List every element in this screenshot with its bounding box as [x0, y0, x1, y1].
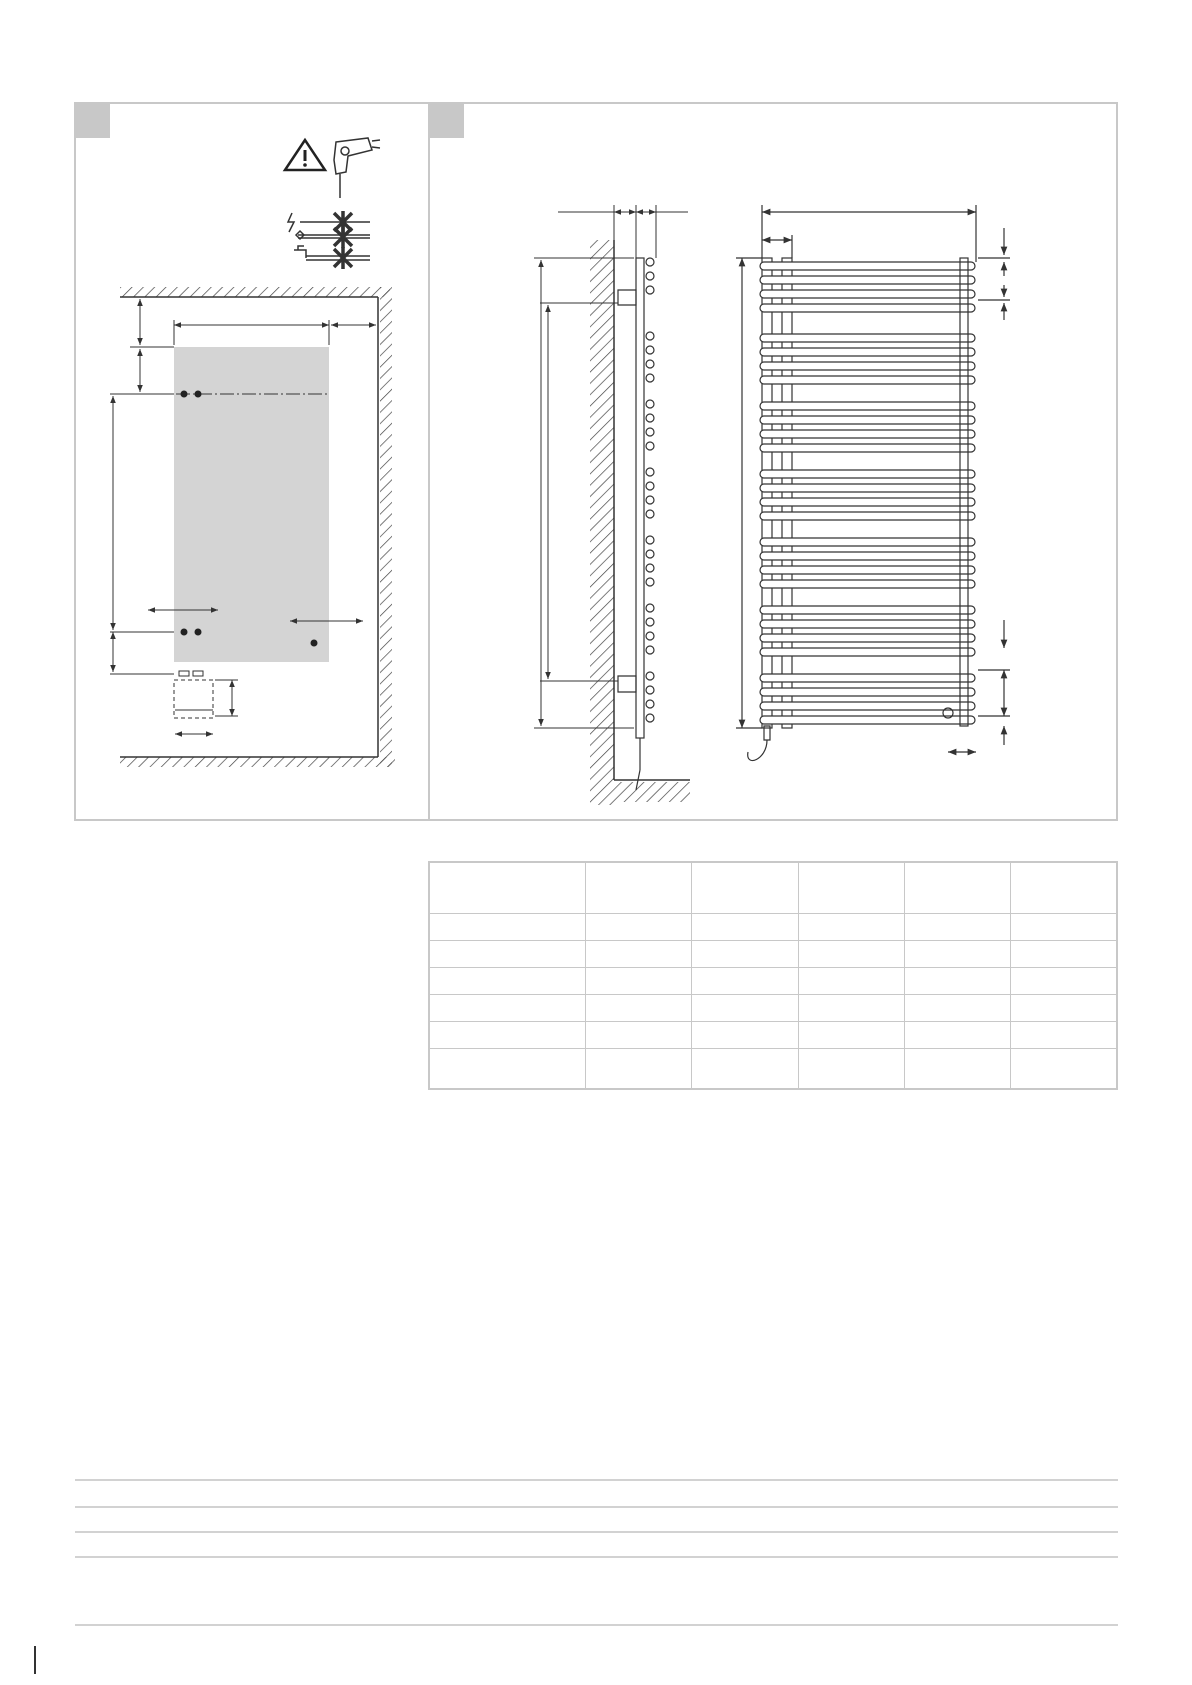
table-cell [904, 1021, 1010, 1048]
table-header-row [429, 862, 1117, 913]
table-cell [585, 1048, 691, 1089]
footer-rule [75, 1531, 1118, 1533]
table-cell [692, 913, 798, 940]
table-cell [798, 967, 904, 994]
table-cell [585, 994, 691, 1021]
table-cell [798, 994, 904, 1021]
footer-rule [75, 1556, 1118, 1558]
table-cell [429, 913, 585, 940]
table-cell [904, 940, 1010, 967]
table-cell [692, 967, 798, 994]
side-view-drawing [534, 205, 690, 805]
table-cell [904, 913, 1010, 940]
front-view-drawing [736, 205, 1010, 761]
table-cell [1011, 994, 1117, 1021]
electric-cable-icon [288, 211, 370, 233]
table-header-cell [429, 862, 585, 913]
table-header-cell [692, 862, 798, 913]
table-cell [429, 994, 585, 1021]
side-view-bar-ends [646, 258, 654, 722]
warning-triangle-icon [285, 140, 325, 170]
table-cell [692, 994, 798, 1021]
table-row [429, 994, 1117, 1021]
table-cell [904, 967, 1010, 994]
table-cell [1011, 913, 1117, 940]
table-cell [1011, 940, 1117, 967]
table-cell [1011, 967, 1117, 994]
table-cell [1011, 1021, 1117, 1048]
gas-pipe-icon [296, 226, 370, 248]
footer-rule [75, 1506, 1118, 1508]
table-row [429, 967, 1117, 994]
table-row [429, 1048, 1117, 1089]
table-cell [585, 1021, 691, 1048]
table-row [429, 1021, 1117, 1048]
table-cell [429, 1021, 585, 1048]
table-cell [692, 1048, 798, 1089]
table-row [429, 940, 1117, 967]
water-pipe-icon [294, 246, 370, 269]
table-cell [585, 940, 691, 967]
table-row [429, 913, 1117, 940]
page-number-marker [34, 1646, 36, 1674]
table-cell [585, 913, 691, 940]
footer-rule [75, 1624, 1118, 1626]
table-cell [904, 1048, 1010, 1089]
table-header-cell [1011, 862, 1117, 913]
table-cell [798, 940, 904, 967]
table-header-cell [798, 862, 904, 913]
table-cell [692, 1021, 798, 1048]
table-cell [429, 967, 585, 994]
table-cell [429, 1048, 585, 1089]
dimensions-table [428, 861, 1118, 1090]
table-cell [429, 940, 585, 967]
table-cell [798, 913, 904, 940]
table-cell [692, 940, 798, 967]
footer-rule [75, 1479, 1118, 1481]
table-header-cell [904, 862, 1010, 913]
table-cell [1011, 1048, 1117, 1089]
table-cell [585, 967, 691, 994]
table-cell [798, 1021, 904, 1048]
table-cell [798, 1048, 904, 1089]
table-cell [904, 994, 1010, 1021]
drill-icon [334, 138, 380, 198]
table-header-cell [585, 862, 691, 913]
